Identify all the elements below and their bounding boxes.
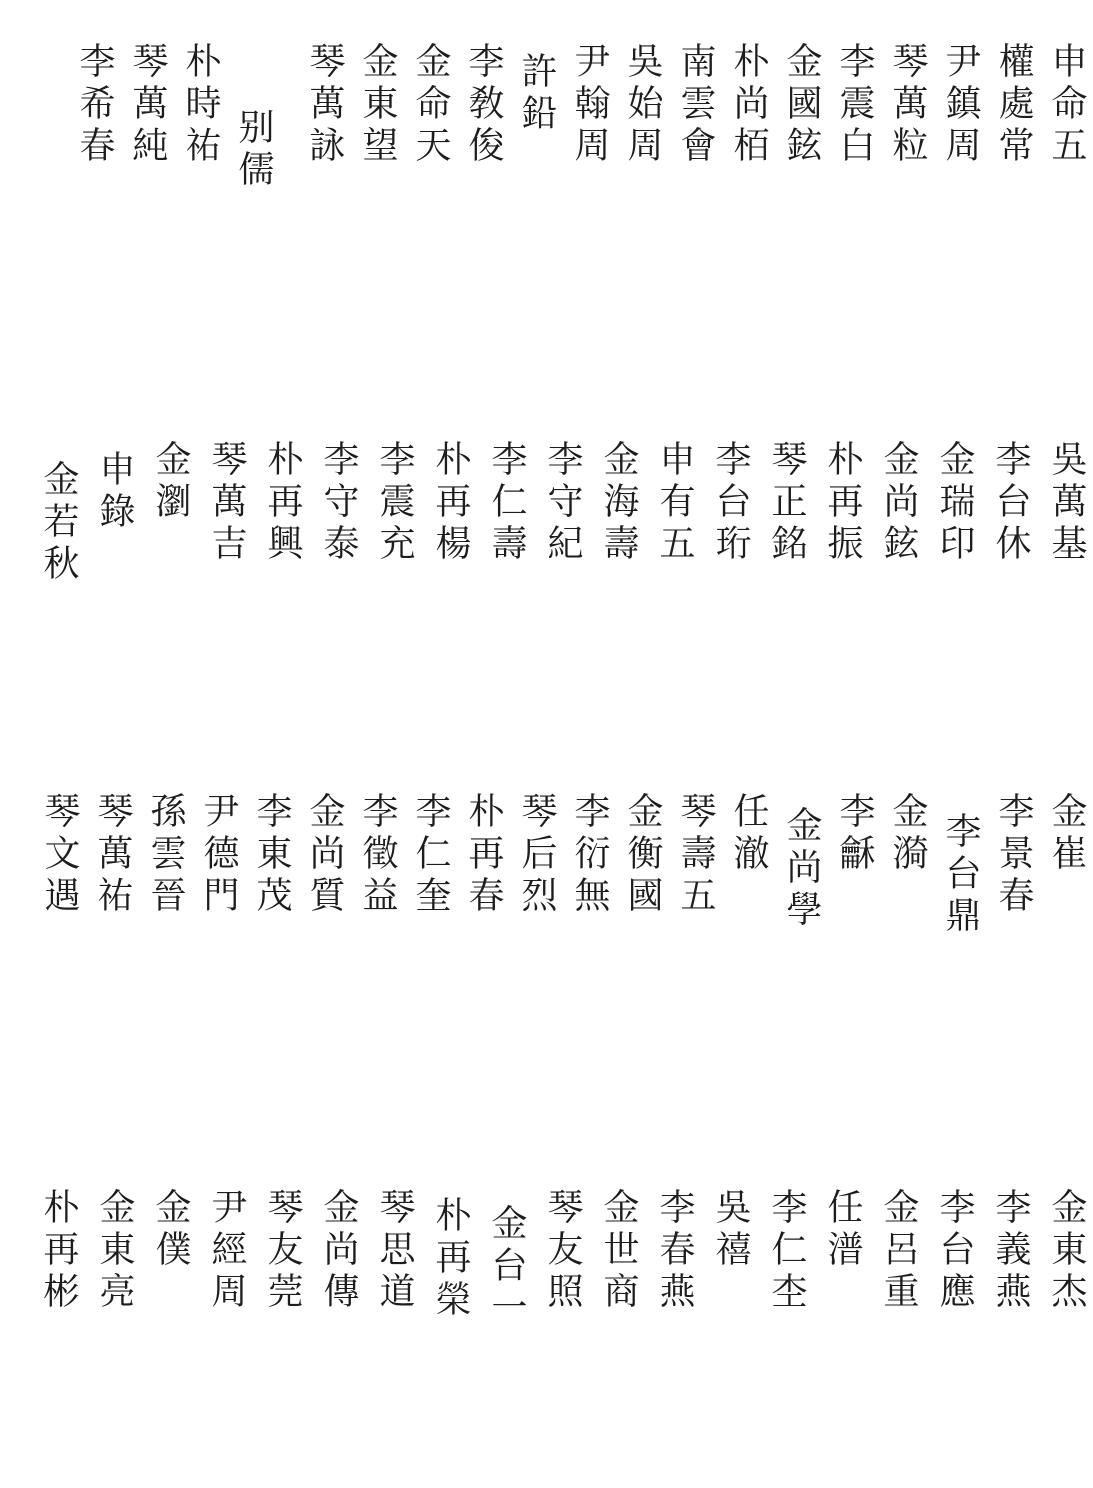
name-column: 朴再楊	[430, 440, 471, 566]
name-column: 琴萬吉	[206, 440, 247, 566]
name-column: 南雲會	[675, 42, 716, 168]
name-column: 李台休	[990, 440, 1031, 566]
name-column: 許鉛	[516, 52, 557, 136]
name-column: 李希春	[74, 42, 115, 168]
name-column: 孫雲晉	[145, 792, 186, 918]
name-column: 李敎俊	[463, 42, 504, 168]
name-column: 李龢	[834, 792, 875, 876]
name-column: 吳禧	[710, 1188, 751, 1272]
name-column: 金台一	[486, 1204, 527, 1330]
name-block-3	[14, 792, 1087, 962]
name-column: 金尚質	[304, 792, 345, 918]
name-column: 琴友莞	[262, 1188, 303, 1314]
name-column: 任澈	[728, 792, 769, 876]
name-column: 琴思道	[374, 1188, 415, 1314]
name-column: 朴再彬	[38, 1188, 79, 1314]
name-column: 任潽	[822, 1188, 863, 1272]
name-column: 金尚學	[781, 806, 822, 932]
name-column: 金東亮	[94, 1188, 135, 1314]
name-column: 李震充	[374, 440, 415, 566]
name-column: 申錄	[94, 450, 135, 534]
name-block-2	[14, 440, 1087, 610]
name-column: 琴萬粒	[887, 42, 928, 168]
name-column: 琴正銘	[766, 440, 807, 566]
name-column: 金東望	[357, 42, 398, 168]
name-column: 尹鎮周	[940, 42, 981, 168]
name-column: 朴再榮	[430, 1196, 471, 1322]
name-column: 李義燕	[990, 1188, 1031, 1314]
name-column: 尹德門	[198, 792, 239, 918]
name-column: 朴再振	[822, 440, 863, 566]
name-column: 金若秋	[38, 460, 79, 586]
name-column: 琴壽五	[675, 792, 716, 918]
name-column: 李守泰	[318, 440, 359, 566]
name-column: 尹翰周	[569, 42, 610, 168]
name-column: 金衡國	[622, 792, 663, 918]
name-column: 李台珩	[710, 440, 751, 566]
name-column: 琴文遇	[39, 792, 80, 918]
name-column: 吳始周	[622, 42, 663, 168]
name-column: 吳萬基	[1046, 440, 1087, 566]
name-column: 李衍無	[569, 792, 610, 918]
name-column: 金尚鉉	[878, 440, 919, 566]
name-column: 朴再興	[262, 440, 303, 566]
name-column: 金海壽	[598, 440, 639, 566]
name-column: 琴友照	[542, 1188, 583, 1314]
name-column: 李台應	[934, 1188, 975, 1314]
name-column: 朴再春	[463, 792, 504, 918]
name-column: 金崔	[1046, 792, 1087, 876]
name-column: 李仁杢	[766, 1188, 807, 1314]
name-column: 申命五	[1046, 42, 1087, 168]
name-column: 金瀏	[150, 440, 191, 524]
name-column: 金世商	[598, 1188, 639, 1314]
name-column	[271, 42, 289, 212]
name-column: 李仁壽	[486, 440, 527, 566]
name-column: 金尚傳	[318, 1188, 359, 1314]
name-column: 琴萬詠	[304, 42, 345, 168]
name-column: 琴后烈	[516, 792, 557, 918]
name-column: 金僕	[150, 1188, 191, 1272]
name-column: 琴萬純	[127, 42, 168, 168]
name-column: 朴時祐	[180, 42, 221, 168]
name-column: 李守紀	[542, 440, 583, 566]
name-column: 尹經周	[206, 1188, 247, 1314]
name-block-1	[14, 42, 1087, 212]
name-column: 金命天	[410, 42, 451, 168]
name-column: 琴萬祐	[92, 792, 133, 918]
name-column: 金國鉉	[781, 42, 822, 168]
name-column: 别儒	[233, 108, 274, 192]
name-column: 李徵益	[357, 792, 398, 918]
name-column: 李仁奎	[410, 792, 451, 918]
name-column: 金瑞印	[934, 440, 975, 566]
name-column: 金漪	[887, 792, 928, 876]
name-column: 金東杰	[1046, 1188, 1087, 1314]
name-block-4	[14, 1188, 1087, 1358]
name-column: 申有五	[654, 440, 695, 566]
name-column: 李震白	[834, 42, 875, 168]
name-column: 李台鼎	[940, 812, 981, 938]
name-column: 權處常	[993, 42, 1034, 168]
name-column: 金呂重	[878, 1188, 919, 1314]
name-column: 李春燕	[654, 1188, 695, 1314]
name-column: 朴尚栢	[728, 42, 769, 168]
name-column: 李景春	[993, 792, 1034, 918]
name-column: 李東茂	[251, 792, 292, 918]
